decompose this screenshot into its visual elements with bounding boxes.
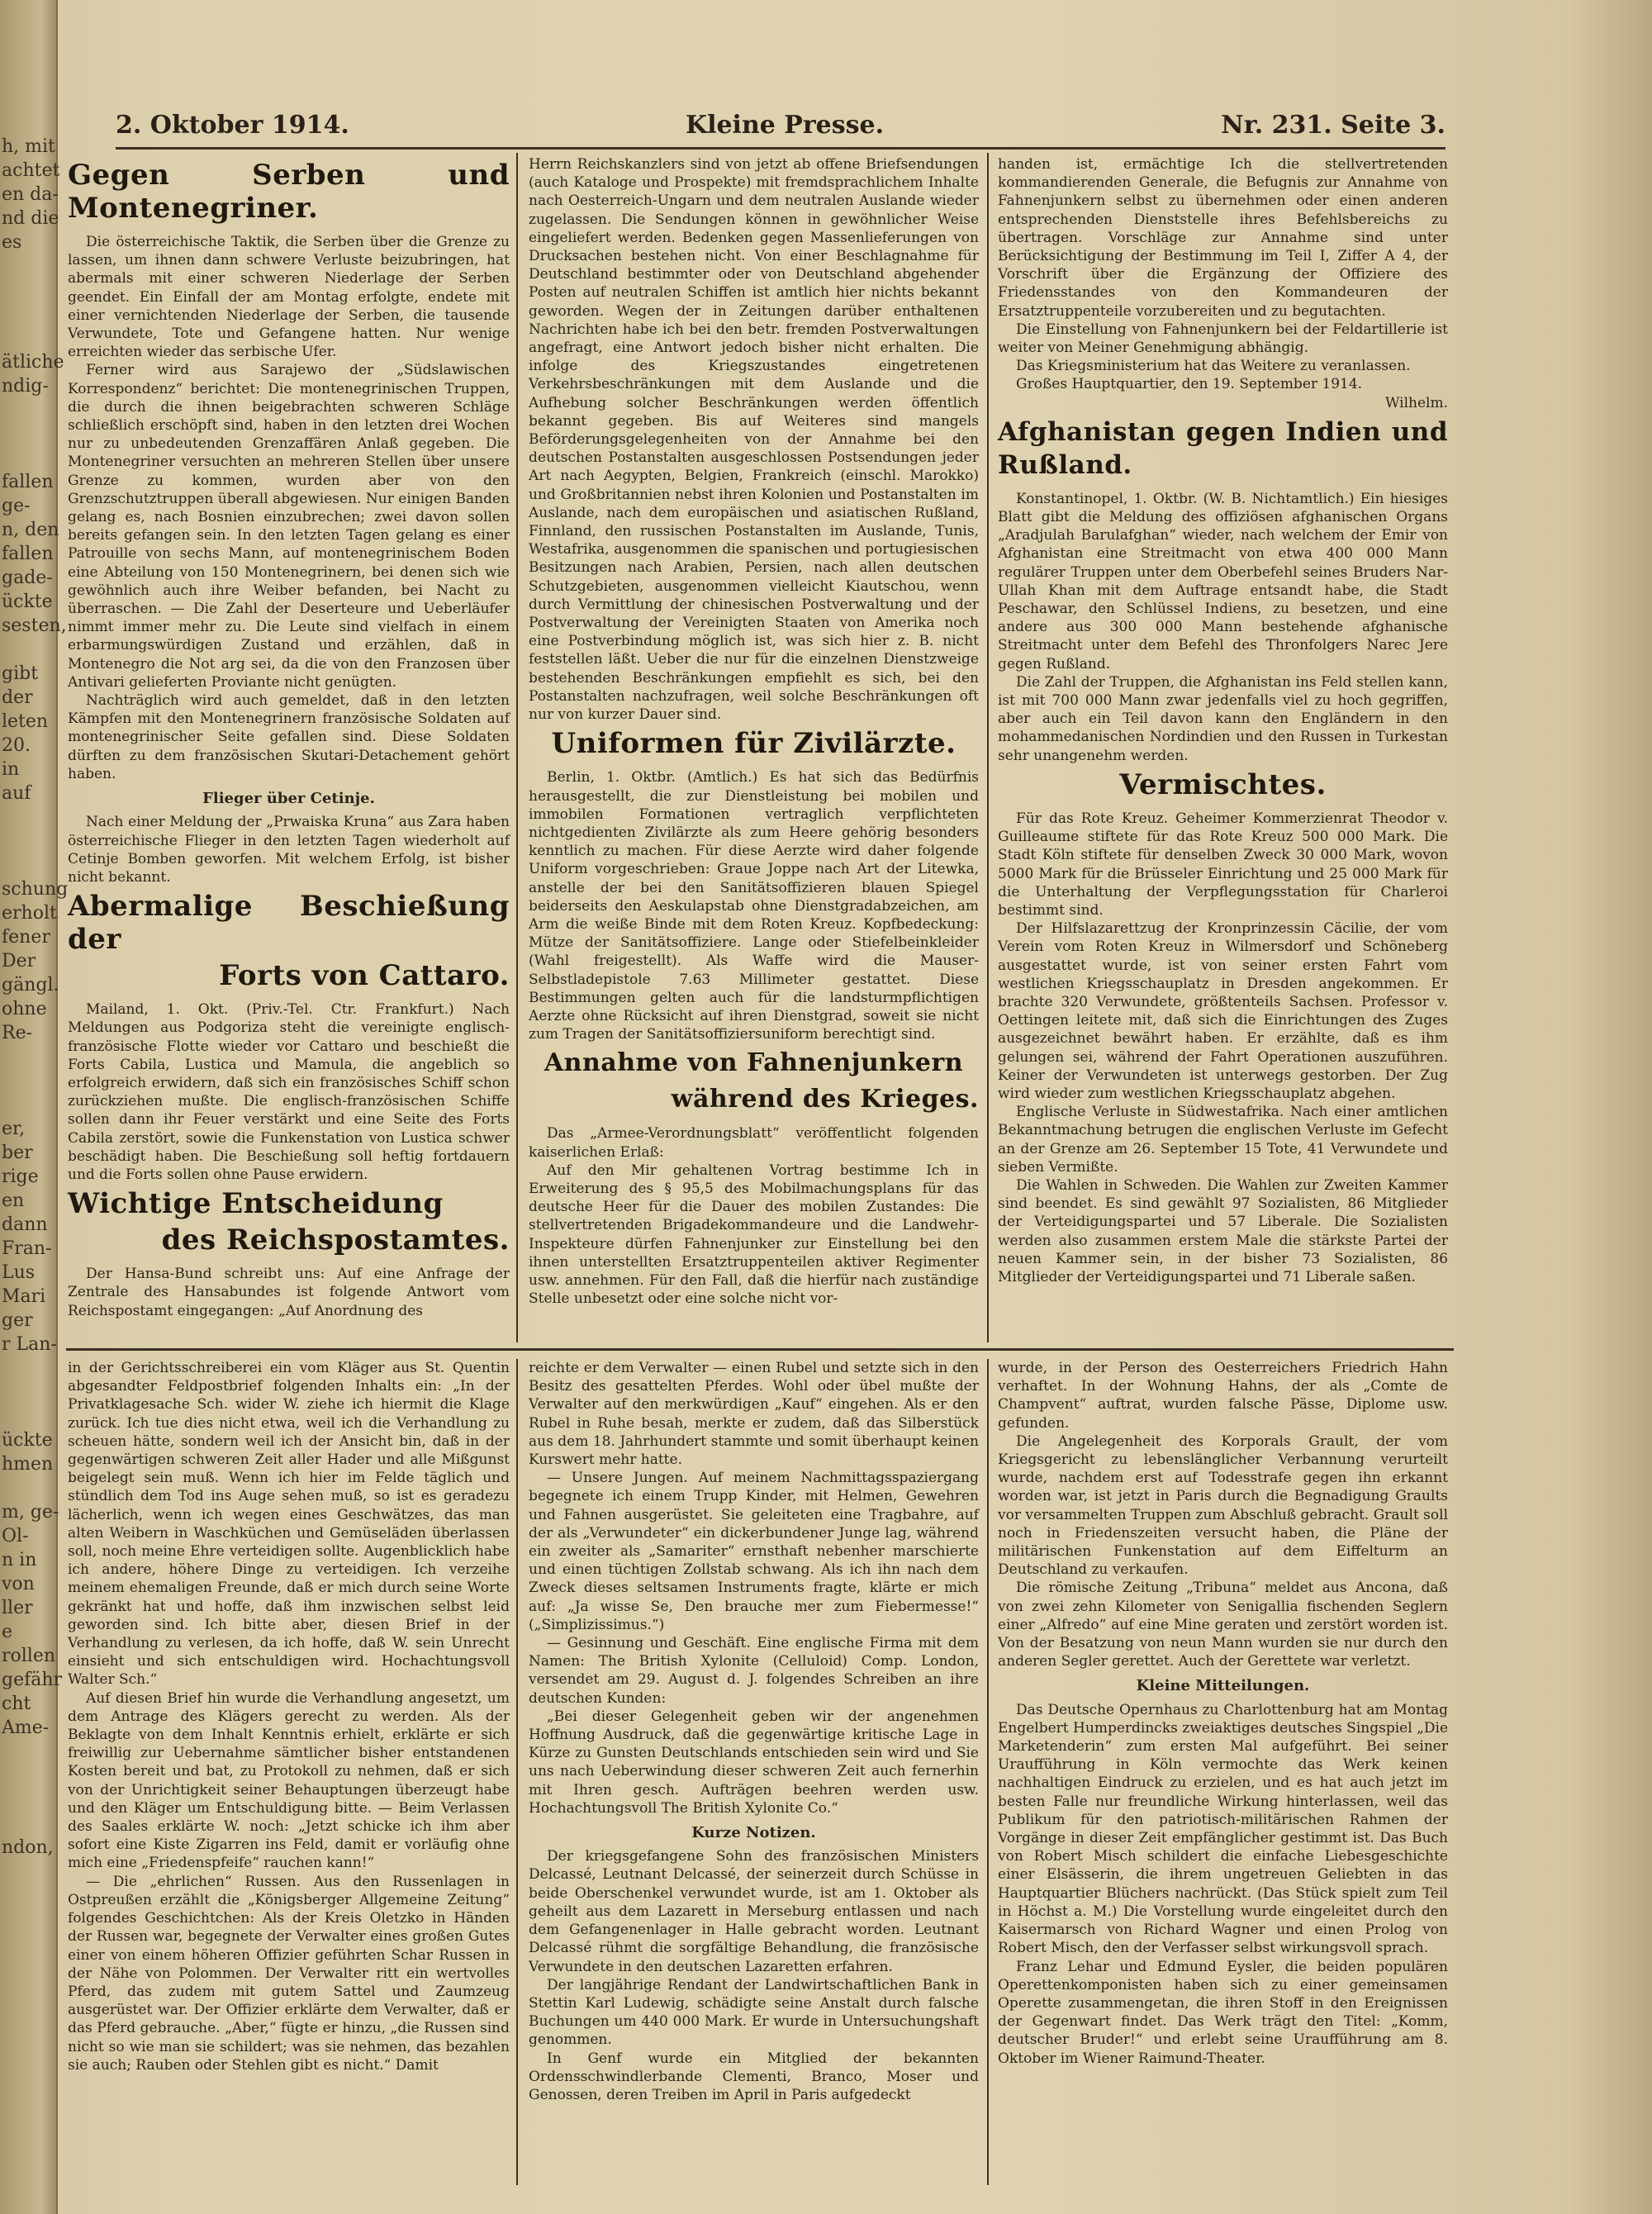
margin-fragment: e xyxy=(2,1622,13,1642)
article-text: Berlin, 1. Oktbr. (Amtlich.) Es hat sich das Bedürfnis herausgestellt, die zur Dienstleistung bei mobilen und immobilen Formationen vertraglich verpflichteten nichtgedienten Zivilärzte als zum Heere gehörig besonders kenntlich zu machen. Für diese Aerzte wird daher folgende Uniform vorgeschrieben: Graue Joppe nach Art der Litewka, anstelle der bei den Sanitätsoffizieren blauen Spiegel beiderseits den Aeskulapstab ohne Dienstgradabzeichen, am Arm die weiße Binde mit dem Roten Kreuz. Kopfbedeckung: Mütze der Sanitätsoffiziere. Lange oder Stiefelbeinkleider (Wahl freigestellt). Als Waffe wird die Mauser-Selbstladepistole 7.63 Millimeter gestattet. Diese Bestimmungen gelten auch für die landsturmpflichtigen Aerzte ohne Rücksicht auf ihren Dienstgrad, soweit sie nicht zum Tragen der Sanitätsoffiziersuniform berechtigt sind. xyxy=(529,769,979,1043)
article-text: Auf den Mir gehaltenen Vortrag bestimme Ich in Erweiterung des § 95,5 des Mobilmachungsplans für das deutsche Heer für die Dauer des mobilen Zustandes: Die stellvertretenden Brigadekommandeure und die Landwehr-Inspekteure dürfen Fahnenjunker zur Einstellung bei den ihnen unterstellten Ersatztruppenteilen aktiver Regimenter usw. annehmen. Für den Fall, daß die hierfür nach zuständige Stelle unbesetzt oder eine solche nicht vor- xyxy=(529,1162,979,1308)
margin-fragment: Fran- xyxy=(2,1238,52,1259)
margin-fragment: achtet xyxy=(2,160,60,181)
column-divider xyxy=(516,153,518,1342)
article-text: Der langjährige Rendant der Landwirtschaftlichen Bank in Stettin Karl Ludewig, schädigte seine Anstalt durch falsche Buchungen um 440 000 Mark. Er wurde in Untersuchungshaft genommen. xyxy=(529,1976,979,2049)
margin-fragment: sesten, xyxy=(2,615,67,636)
margin-fragment: en da- xyxy=(2,184,59,205)
margin-fragment: Ol- xyxy=(2,1526,29,1546)
margin-fragment: dann xyxy=(2,1214,48,1235)
column-1 xyxy=(68,155,510,1345)
margin-fragment: ger xyxy=(2,1310,33,1331)
headline-vermischtes: Vermischtes. xyxy=(1119,767,1327,801)
bottom-column-3 xyxy=(998,1359,1448,2185)
headline-serbs: Gegen Serben und Montenegriner. xyxy=(68,159,510,225)
article-text: Die römische Zeitung „Tribuna“ meldet aus Ancona, daß von zwei zehn Kilometer von Senigallia fischenden Seglern einer „Alfredo“ auf eine Mine geraten und zerstört worden ist. Von der Besatzung von neun Mann wurden sie nur durch den anderen Segler gerettet. Auch der Gerettete war verletzt. xyxy=(998,1580,1448,1670)
bottom-column-2 xyxy=(529,1359,979,2185)
subheading-kleine-mitteilungen: Kleine Mitteilungen. xyxy=(1136,1677,1310,1695)
article-text: Nach einer Meldung der „Prwaiska Kruna“ aus Zara haben österreichische Flieger in den letzten Tagen wiederholt auf Cetinje Bomben geworfen. Mit welchem Erfolg, ist bisher nicht bekannt. xyxy=(68,814,510,886)
header-date: 2. Oktober 1914. xyxy=(116,111,349,140)
margin-fragment: rige xyxy=(2,1166,39,1187)
margin-fragment: ndon, xyxy=(2,1837,54,1858)
margin-fragment: ohne xyxy=(2,999,47,1019)
margin-fragment: fallen xyxy=(2,544,54,564)
margin-fragment: nd die xyxy=(2,208,59,229)
margin-fragment: ber xyxy=(2,1143,33,1163)
margin-fragment: gibt xyxy=(2,663,39,684)
margin-fragment: erholt xyxy=(2,903,57,924)
bottom-column-1 xyxy=(68,1359,510,2185)
margin-fragment: ückte xyxy=(2,592,53,612)
article-text: handen ist, ermächtige Ich die stellvertretenden kommandierenden Generale, die Befugnis zur Annahme von Fahnenjunkern selbst zu übernehmen oder einen anderen entsprechenden Dienststelle ihres Befehlsbereichs zu übertragen. Vorschläge zur Annahme sind unter Berücksichtigung der Bestimmung im Teil I, Ziffer A 4, der Vorschrift über die Ergänzung der Offiziere des Friedensstandes von den Kommandeuren der Ersatztruppenteile vorzubereiten und zu begutachten. xyxy=(998,156,1448,320)
margin-fragment: n, den xyxy=(2,520,59,540)
margin-fragment: Re- xyxy=(2,1023,33,1043)
article-text: wurde, in der Person des Oesterreichers Friedrich Hahn verhaftet. In der Wohnung Hahns, der als „Comte de Champvent“ auftrat, wurden falsche Pässe, Diplome usw. gefunden. xyxy=(998,1360,1448,1432)
margin-fragment: auf xyxy=(2,783,31,804)
article-text: — Gesinnung und Geschäft. Eine englische Firma mit dem Namen: The British Xylonite (Celluloid) Comp. London, versendet am 29. August d. J. folgendes Schreiben an ihre deutschen Kunden: xyxy=(529,1635,979,1707)
headline-afghanistan: Afghanistan gegen Indien und Rußland. xyxy=(998,416,1448,480)
headline-reichspost-2: des Reichspostamtes. xyxy=(161,1223,510,1257)
section-divider xyxy=(66,1348,1454,1351)
margin-fragment: der xyxy=(2,687,33,708)
headline-reichspost-1: Wichtige Entscheidung xyxy=(68,1187,444,1221)
margin-fragment: Der xyxy=(2,951,36,972)
margin-fragment: fener xyxy=(2,927,50,948)
page-header xyxy=(116,106,1446,150)
headline-cattaro-1: Abermalige Beschießung der xyxy=(68,890,510,957)
dateline: Großes Hauptquartier, den 19. September 1914. xyxy=(1016,376,1363,393)
margin-fragment: Lus xyxy=(2,1262,36,1283)
column-divider xyxy=(987,1359,989,2185)
headline-fahnenjunker-1: Annahme von Fahnenjunkern xyxy=(544,1048,964,1078)
margin-fragment: Ame- xyxy=(2,1718,50,1738)
article-text: Das Deutsche Opernhaus zu Charlottenburg hat am Montag Engelbert Humperdincks zweiaktiges deutsches Singspiel „Die Marketenderin“ zum ersten Mal aufgeführt. Bei seiner Uraufführung in Köln vermochte das Werk keinen nachhaltigen Eindruck zu erzielen, und es hat auch jetzt im besten Falle nur freundliche Wirkung hinterlassen, weil das Publikum für den patriotisch-militärischen Rahmen der Vorgänge in dieser Zeit empfänglicher gestimmt ist. Das Buch von Robert Misch schildert die einfache Liebesgeschichte einer Elsässerin, die ihrem ungetreuen Geliebten in das Hauptquartier Blüchers nachrückt. (Das Stück spielt zum Teil in Höchst a. M.) Die Vorstellung wurde eingeleitet durch den Kaisermarsch von Richard Wagner und einen Prolog von Robert Misch, den der Verfasser selbst wirkungsvoll sprach. xyxy=(998,1701,1448,1957)
article-text: — Die „ehrlichen“ Russen. Aus den Russenlagen in Ostpreußen erzählt die „Königsberger Allgemeine Zeitung“ folgendes Geschichtchen: Als der Kreis Oletzko in Händen der Russen war, begegnete der Verwalter eines großen Gutes einer von einem höheren Offizier geführten Schar Russen in der Nähe von Polommen. Der Verwalter ritt ein wertvolles Pferd, das zudem mit gutem Sattel und Zaumzeug ausgerüstet war. Der Offizier erklärte dem Verwalter, daß er das Pferd gebrauche. „Aber,“ fügte er hinzu, „die Russen sind nicht so wie man sie schildert; was sie nehmen, das bezahlen sie auch; Rauben oder Stehlen gibt es nicht.“ Damit xyxy=(68,1873,510,2074)
article-text: Konstantinopel, 1. Oktbr. (W. B. Nichtamtlich.) Ein hiesiges Blatt gibt die Meldung des offiziösen afghanischen Organs „Aradjulah Barulafghan“ wieder, nach welchem der Emir von Afghanistan eine Streitmacht von etwa 400 000 Mann regulärer Truppen unter dem Oberbefehl seines Bruders Nar-Ullah Khan mit dem Auftrage entsandt habe, die Stadt Peschawar, den Schlüssel Indiens, zu besetzen, und eine andere aus 300 000 Mann bestehende afghanische Streitmacht unter dem Befehl des Thronfolgers Narec Jere gegen Rußland. xyxy=(998,490,1448,672)
margin-fragment: rollen xyxy=(2,1646,56,1666)
article-text: Englische Verluste in Südwestafrika. Nach einer amtlichen Bekanntmachung betrugen die englischen Verluste im Gefecht an der Grenze am 26. September 15 Tote, 41 Verwundete und sieben Vermißte. xyxy=(998,1104,1448,1176)
signature: Wilhelm. xyxy=(1384,394,1448,411)
margin-fragment: r Lan- xyxy=(2,1334,57,1355)
article-text: Die Einstellung von Fahnenjunkern bei der Feldartillerie ist weiter von Meiner Genehmigung abhängig. xyxy=(998,321,1448,357)
article-text: Die österreichische Taktik, die Serben über die Grenze zu lassen, um ihnen dann schwere Verluste beizubringen, hat abermals mit einer schweren Niederlage der Serben geendet. Ein Einfall der am Montag erfolgte, endete mit einer vernichtenden Niederlage der Serben, die tausende Verwundete, Tote und Gefangene hatten. Nur wenige erreichten wieder das serbische Ufer. xyxy=(68,234,510,361)
article-text: Die Angelegenheit des Korporals Grault, der vom Kriegsgericht zu lebenslänglicher Verbannung verurteilt wurde, nachdem erst auf Todesstrafe gegen ihn erkannt worden war, ist jetzt in Paris durch die Begnadigung Graults vor versammelten Truppen zum Abschluß gebracht. Grault soll noch in Friedenszeiten versucht haben, die Pläne der militärischen Funkenstation auf dem Eiffelturm an Deutschland zu verkaufen. xyxy=(998,1432,1449,1579)
article-text: Der Hilfslazarettzug der Kronprinzessin Cäcilie, der vom Verein vom Roten Kreuz in Wilmersdorf und Schöneberg ausgestattet wurde, ist von seiner ersten Fahrt vom westlichen Kriegsschauplatz in Dresden angekommen. Er brachte 320 Verwundete, größtenteils Sachsen. Professor v. Oettingen leitete mit, daß sich die Einrichtungen des Zuges ausgezeichnet bewährt haben. Er erzählte, daß es ihm gelungen sei, während der Fahrt Operationen auszuführen. Keiner der Verwundeten ist unterwegs gestorben. Der Zug wird wieder zum westlichen Kriegsschauplatz abgehen. xyxy=(998,920,1448,1102)
article-text: Das „Armee-Verordnungsblatt“ veröffentlicht folgenden kaiserlichen Erlaß: xyxy=(529,1125,979,1161)
margin-fragment: in xyxy=(2,759,20,780)
margin-fragment: schung xyxy=(2,879,69,900)
margin-fragment: leten xyxy=(2,711,49,732)
margin-fragment: ätliche xyxy=(2,352,64,373)
column-divider xyxy=(987,153,989,1342)
margin-fragment: ller xyxy=(2,1598,33,1618)
margin-fragment: en xyxy=(2,1190,25,1211)
margin-fragment: von xyxy=(2,1574,35,1594)
column-3 xyxy=(998,155,1448,1345)
subheading-flieger: Flieger über Cetinje. xyxy=(202,790,375,808)
margin-fragment: fallen xyxy=(2,472,54,492)
margin-fragment: gade- xyxy=(2,568,53,588)
article-text: „Bei dieser Gelegenheit geben wir der angenehmen Hoffnung Ausdruck, daß die gegenwärtige kritische Lage in Kürze zu Gunsten Deutschlands entschieden sein wird und Sie uns nach Ueberwindung dieser schweren Zeit auch fernerhin mit Ihren gesch. Aufträgen beehren werden usw. Hochachtungsvoll The British Xylonite Co.“ xyxy=(529,1708,979,1817)
article-text: Der Hansa-Bund schreibt uns: Auf eine Anfrage der Zentrale des Hansabundes ist folgende Antwort vom Reichspostamt eingegangen: „Auf Anordnung des xyxy=(68,1266,510,1319)
article-text: — Unsere Jungen. Auf meinem Nachmittagsspaziergang begegnete ich einem Trupp Kinder, mit Helmen, Gewehren und Fahnen ausgerüstet. Sie geleiteten eine Tragbahre, auf der als „Verwundeter“ ein dickerbundener Junge lag, während ein zweiter als „Samariter“ ernsthaft nebenher marschierte und einen tüchtigen Zollstab schwang. Als ich ihn nach dem Zweck dieses seltsamen Instruments fragte, klärte er mich auf: „Ja wisse Se, Den brauche mer zum Fiebermesse!“ („Simplizissimus.“) xyxy=(529,1470,979,1633)
article-text: Auf diesen Brief hin wurde die Verhandlung angesetzt, um dem Antrage des Klägers gerecht zu werden. Als der Beklagte von dem Inhalt Kenntnis erhielt, erklärte er sich freiwillig zur Uebernahme sämtlicher bisher entstandenen Kosten bereit und bat, zu Protokoll zu nehmen, daß er sich von der Unrichtigkeit seiner Behauptungen überzeugt habe und den Kläger um Entschuldigung bitte. — Beim Verlassen des Saales erklärte W. noch: „Jetzt schicke ich ihm aber sofort eine Kiste Zigarren ins Feld, damit er vorläufig ohne mich eine „Friedenspfeife“ rauchen kann!“ xyxy=(68,1689,510,1872)
margin-fragment: n in xyxy=(2,1550,37,1570)
article-text: Herrn Reichskanzlers sind von jetzt ab offene Briefsendungen (auch Kataloge und Prospekte) mit fremdsprachlichem Inhalte nach Oesterreich-Ungarn und dem neutralen Auslande wieder zugelassen. Die Sendungen können in gewöhnlicher Weise eingeliefert werden. Bedenken gegen Massenlieferungen von Drucksachen bestehen nicht. Von einer Beschlagnahme für Deutschland bestimmter oder von Deutschland abgehender Posten auf neutralen Schiffen ist amtlich hier nichts bekannt geworden. Wegen der in Zeitungen darüber enthaltenen Nachrichten habe ich bei den betr. fremden Postverwaltungen angefragt, eine Antwort jedoch bisher nicht erhalten. Die infolge des Kriegszustandes eingetretenen Verkehrsbeschränkungen mit dem Auslande und die Aufhebung solcher Beschränkungen werden öffentlich bekannt gegeben. Bis auf Weiteres sind mangels Beförderungsgelegenheiten von der Annahme bei den deutschen Postanstalten ausgeschlossen Postsendungen jeder Art nach Aegypten, Belgien, Frankreich (einschl. Marokko) und Großbritannien nebst ihren Kolonien und Postanstalten im Auslande, nach dem europäischen und asiatischen Rußland, Finnland, den russischen Postanstalten im Auslande, Tunis, Westafrika, ausgenommen die spanischen und portugiesischen Besitzungen nach Arabien, Persien, nach allen deutschen Schutzgebieten, ausgenommen vielleicht Kiautschou, wenn durch Vermittlung der chinesischen Postverwaltung und der Postverwaltung der Vereinigten Staaten von Amerika noch eine Postverbindung möglich ist, was sich hier z. B. nicht feststellen läßt. Ueber die nur für die einzelnen Dienstzweige bestehenden Beschränkungen empfiehlt es sich, bei den Postanstalten nachzufragen, weil solche Beschränkungen oft nur von kurzer Dauer sind. xyxy=(529,156,979,724)
article-text: Für das Rote Kreuz. Geheimer Kommerzienrat Theodor v. Guilleaume stiftete für das Rote Kreuz 500 000 Mark. Die Stadt Köln stiftete für denselben Zweck 30 000 Mark, wovon 5000 Mark für die Brüsseler Einrichtung und 25 000 Mark für die Unterhaltung der Verpflegungsstation für Charleroi bestimmt sind. xyxy=(998,810,1448,919)
margin-fragment: cht xyxy=(2,1694,31,1714)
margin-fragment: hmen xyxy=(2,1454,54,1475)
article-text: Das Kriegsministerium hat das Weitere zu veranlassen. xyxy=(1016,358,1411,375)
headline-fahnenjunker-2: während des Krieges. xyxy=(671,1085,979,1114)
margin-fragment: ge- xyxy=(2,496,31,516)
article-text: In Genf wurde ein Mitglied der bekannten Ordensschwindlerbande Clementi, Branco, Moser und Genossen, deren Treiben im April in Paris aufgedeckt xyxy=(529,2050,979,2103)
margin-fragment: m, ge- xyxy=(2,1502,59,1523)
margin-fragment: h, mit xyxy=(2,136,55,157)
subheading-kurze-notizen: Kurze Notizen. xyxy=(691,1824,816,1842)
article-text: Ferner wird aus Sarajewo der „Südslawischen Korrespondenz“ berichtet: Die montenegrinischen Truppen, die durch die ihnen beigebrachten schweren Schläge schließlich erschöpft sind, haben in den letzten drei Wochen nur zu unbedeutenden Grenzaffären Anlaß gegeben. Die Montenegriner versuchten an mehreren Stellen über unsere Grenze zu kommen, wurden aber von den Grenzschutztruppen überall abgewiesen. Nur einigen Banden gelang es, nach Bosnien einzubrechen; zwei davon sollen bereits gefangen sein. In den letzten Tagen gelang es einer Patrouille von sechs Mann, auf montenegrinischem Boden eine Abteilung von 150 Montenegrinern, bei denen sich wie gewöhnlich auch ihre Weiber befanden, bei Nacht zu überraschen. — Die Zahl der Deserteure und Ueberläufer nimmt immer mehr zu. Die Leute sind vielfach in einem erbarmungswürdigen Zustand und erzählen, daß in Montenegro die Not arg sei, da die von den Franzosen über Antivari gelieferten Proviante nicht genügten. xyxy=(68,362,510,691)
margin-fragment: ndig- xyxy=(2,376,49,397)
article-text: Die Zahl der Truppen, die Afghanistan ins Feld stellen kann, ist mit 700 000 Mann zwar jedenfalls viel zu hoch gegriffen, aber auch ein Teil davon kann den Engländern in den mohammedanischen Nordindien und den Russen in Turkestan sehr unangenehm werden. xyxy=(998,673,1448,764)
column-2 xyxy=(529,155,979,1345)
margin-fragment: 20. xyxy=(2,735,31,756)
article-text: Mailand, 1. Okt. (Priv.-Tel. Ctr. Frankfurt.) Nach Meldungen aus Podgoriza steht die vereinigte englisch-französische Flotte wieder vor Cattaro und beschießt die Forts Cabila, Lustica und Mamula, die angeblich so erfolgreich erwidern, daß sich ein französisches Schiff schon zurückziehen mußte. Die englisch-französischen Schiffe sollen dann ihr Feuer verstärkt und eine Seite des Forts Cabila zerstört, sowie die Funkenstation von Lustica schwer beschädigt haben. Die Beschießung soll heftig fortdauern und die Forts sollen ohne Pause erwidern. xyxy=(68,1001,510,1183)
margin-fragment: ückte xyxy=(2,1430,53,1451)
headline-cattaro-2: Forts von Cattaro. xyxy=(219,959,510,993)
margin-fragment: Mari xyxy=(2,1286,46,1307)
article-text: in der Gerichtsschreiberei ein vom Kläger aus St. Quentin abgesandter Feldpostbrief folgenden Inhalts ein: „In der Privatklagesache Sch. wider W. ziehe ich hiermit die Klage zurück. Ich tue dies nicht etwa, weil ich die Verhandlung zu scheuen hätte, sondern weil ich der Ansicht bin, daß in der gegenwärtigen schweren Zeit aller Hader und alle Mißgunst beigelegt sein muß. Wenn ich hier im Felde täglich und stündlich dem Tod ins Auge sehen muß, so ist es geradezu lächerlich, wenn ich wegen eines Geschwätzes, das man alten Weibern in Waschküchen und Gemüseläden überlassen soll, noch meine Ehre verteidigen sollte. Augenblicklich habe ich andere, höhere Dinge zu verteidigen. Ich verzeihe meinem ehemaligen Freunde, daß er mich durch seine Worte gekränkt hat und hoffe, daß ihm inzwischen selbst leid geworden sind. Ich bitte aber, diesen Brief in der Verhandlung zu verlesen, da ich hoffe, daß W. sein Unrecht einsieht und sich entschuldigen wird. Hochachtungsvoll Walter Sch.“ xyxy=(68,1360,510,1689)
margin-fragment: er, xyxy=(2,1119,26,1139)
previous-page-margin xyxy=(0,0,69,2214)
newspaper-title: Kleine Presse. xyxy=(686,111,885,140)
headline-uniformen: Uniformen für Zivilärzte. xyxy=(551,727,957,761)
article-text: Nachträglich wird auch gemeldet, daß in den letzten Kämpfen mit den Montenegrinern französische Soldaten auf montenegrinischer Seite gefallen sind. Diese Soldaten dürften zu dem französischen Skutari-Detachement gehört haben. xyxy=(68,692,510,782)
margin-fragment: es xyxy=(2,232,22,253)
article-text: Die Wahlen in Schweden. Die Wahlen zur Zweiten Kammer sind beendet. Es sind gewählt 97 Sozialisten, 86 Mitglieder der Verteidigungspartei und 57 Liberale. Die Sozialisten werden also zusammen erstem Male die stärkste Partei der neuen Kammer sein, in der bisher 73 Sozialisten, 86 Mitglieder der Verteidigungspartei und 71 Liberale saßen. xyxy=(998,1176,1448,1285)
issue-page-number: Nr. 231. Seite 3. xyxy=(1221,111,1446,140)
article-text: reichte er dem Verwalter — einen Rubel und setzte sich in den Besitz des gesattelten Pferdes. Wohl oder übel mußte der Verwalter auf den merkwürdigen „Kauf“ eingehen. Als er den Rubel in Ruhe besah, merkte er zudem, daß das Silberstück aus dem 18. Jahrhundert stammte und somit überhaupt keinen Kurswert mehr hatte. xyxy=(529,1360,979,1469)
margin-fragment: gängl. xyxy=(2,975,59,995)
article-text: Der kriegsgefangene Sohn des französischen Ministers Delcassé, Leutnant Delcassé, der seinerzeit durch Schüsse in beide Oberschenkel verwundet wurde, ist am 1. Oktober als geheilt aus dem Lazarett in Merseburg entlassen und nach dem Gefangenenlager in Halle gebracht worden. Leutnant Delcassé rühmt die sorgfältige Behandlung, die französische Verwundete in den deutschen Lazaretten erfahren. xyxy=(529,1848,979,1975)
column-divider xyxy=(516,1359,518,2185)
margin-fragment: gefähr xyxy=(2,1670,63,1690)
article-text: Franz Lehar und Edmund Eysler, die beiden populären Operettenkomponisten haben sich zu einer gemeinsamen Operette zusammengetan, die ihren Stoff in den Ereignissen der Gegenwart findet. Das Werk trägt den Titel: „Komm, deutscher Bruder!“ und erlebt seine Uraufführung am 8. Oktober im Wiener Raimund-Theater. xyxy=(998,1958,1448,2067)
